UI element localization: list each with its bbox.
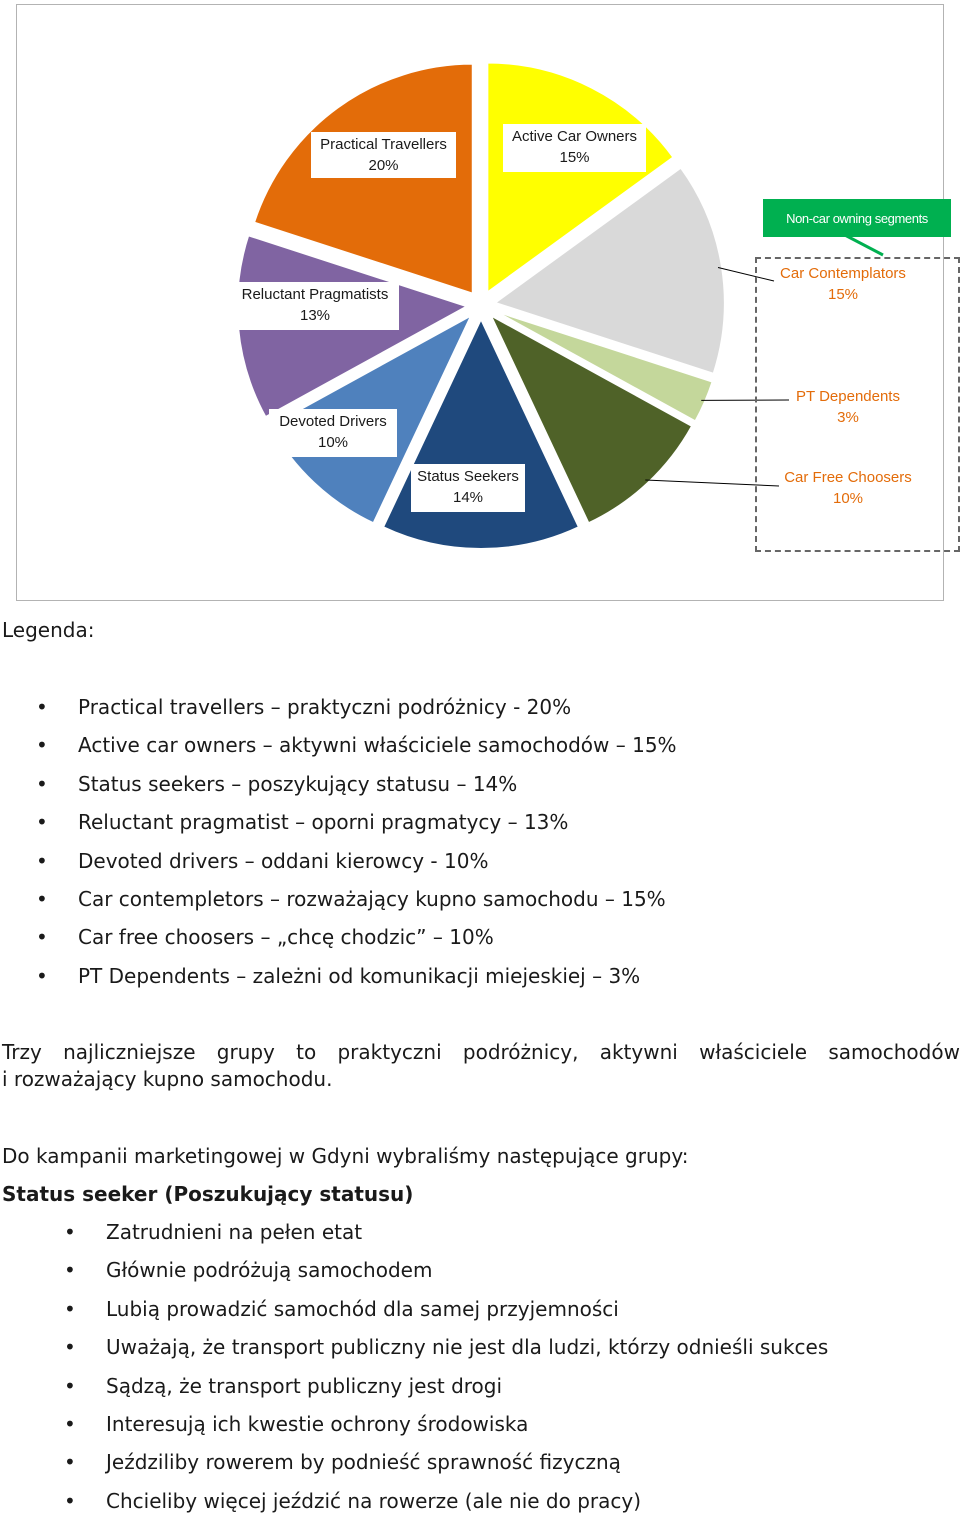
slice-percent: 15% [769, 284, 917, 305]
status-seeker-list [0, 1218, 960, 1525]
legend-item [0, 693, 960, 731]
slice-percent: 20% [311, 155, 456, 176]
slice-name: Practical Travellers [311, 134, 456, 155]
status-item-text: Lubią prowadzić samochód dla samej przyjemności [106, 1295, 619, 1323]
word: aktywni [600, 1039, 678, 1066]
word: samochodów [828, 1039, 960, 1066]
status-item [0, 1372, 960, 1410]
status-item-text: Uważają, że transport publiczny nie jest dla ludzi, którzy odnieśli sukces [106, 1333, 828, 1361]
legend-item [0, 962, 960, 1000]
word: Trzy [2, 1039, 42, 1066]
legend-item [0, 847, 960, 885]
conclusion-paragraph [2, 1039, 960, 1093]
slice-label-status-seekers [411, 464, 525, 512]
legend-item-text: Practical travellers – praktyczni podróżnicy - 20% [78, 693, 571, 721]
bullet-icon: • [64, 1218, 76, 1246]
legend-item-text: Active car owners – aktywni właściciele samochodów – 15% [78, 731, 677, 759]
slice-name: Reluctant Pragmatists [231, 284, 399, 305]
bullet-icon: • [64, 1410, 76, 1438]
word: praktyczni [337, 1039, 441, 1066]
slice-label-active-car-owners [503, 124, 646, 172]
bullet-icon: • [36, 693, 48, 721]
bullet-icon: • [64, 1295, 76, 1323]
slice-label-practical-travellers [311, 132, 456, 178]
non-car-owning-segments-box [763, 199, 951, 237]
legend-item-text: Reluctant pragmatist – oporni pragmatycy – 13% [78, 808, 568, 836]
bullet-icon: • [64, 1448, 76, 1476]
status-item [0, 1295, 960, 1333]
legend-item-text: Devoted drivers – oddani kierowcy - 10% [78, 847, 488, 875]
slice-name: Status Seekers [411, 466, 525, 487]
slice-percent: 10% [774, 488, 922, 509]
legend-item [0, 923, 960, 961]
status-item-text: Jeździliby rowerem by podnieść sprawność fizyczną [106, 1448, 621, 1476]
slice-name: Car Contemplators [769, 263, 917, 284]
bullet-icon: • [36, 808, 48, 836]
campaign-intro: Do kampanii marketingowej w Gdyni wybraliśmy następujące grupy: [2, 1142, 688, 1170]
legend-item-text: Status seekers – poszykujący statusu – 14% [78, 770, 517, 798]
status-item [0, 1218, 960, 1256]
slice-label-car-contemplators [769, 263, 917, 305]
slice-percent: 14% [411, 487, 525, 508]
slice-label-pt-dependents [774, 386, 922, 428]
status-item-text: Sądzą, że transport publiczny jest drogi [106, 1372, 502, 1400]
legend-item [0, 731, 960, 769]
word: to [296, 1039, 316, 1066]
status-item [0, 1256, 960, 1294]
slice-percent: 3% [774, 407, 922, 428]
status-item [0, 1448, 960, 1486]
non-car-owning-segments-label: Non-car owning segments [786, 211, 928, 226]
status-item [0, 1410, 960, 1448]
status-seeker-heading: Status seeker (Poszukujący statusu) [2, 1180, 413, 1208]
legend-item-text: Car free choosers – „chcę chodzic” – 10% [78, 923, 494, 951]
bullet-icon: • [36, 770, 48, 798]
legend-item-text: PT Dependents – zależni od komunikacji miejeskiej – 3% [78, 962, 640, 990]
legend-item-text: Car contempletors – rozważający kupno samochodu – 15% [78, 885, 666, 913]
slice-name: PT Dependents [774, 386, 922, 407]
bullet-icon: • [36, 847, 48, 875]
pie-chart-frame [16, 4, 944, 601]
word: grupy [217, 1039, 275, 1066]
bullet-icon: • [64, 1372, 76, 1400]
conclusion-line-1 [2, 1039, 960, 1066]
bullet-icon: • [64, 1333, 76, 1361]
slice-label-car-free-choosers [774, 467, 922, 509]
status-item [0, 1333, 960, 1371]
bullet-icon: • [36, 885, 48, 913]
slice-name: Active Car Owners [503, 126, 646, 147]
legend-item [0, 808, 960, 846]
slice-name: Devoted Drivers [269, 411, 397, 432]
legend-item [0, 885, 960, 923]
slice-label-devoted-drivers [269, 409, 397, 457]
slice-percent: 13% [231, 305, 399, 326]
slice-label-reluctant-pragmatists [231, 282, 399, 330]
bullet-icon: • [36, 731, 48, 759]
bullet-icon: • [64, 1487, 76, 1515]
legend-item [0, 770, 960, 808]
bullet-icon: • [36, 962, 48, 990]
status-item-text: Zatrudnieni na pełen etat [106, 1218, 362, 1246]
conclusion-line-2: i rozważający kupno samochodu. [2, 1066, 960, 1093]
word: właściciele [699, 1039, 807, 1066]
status-item [0, 1487, 960, 1525]
slice-percent: 15% [503, 147, 646, 168]
legend-title: Legenda: [2, 616, 94, 644]
status-item-text: Chcieliby więcej jeździć na rowerze (ale nie do pracy) [106, 1487, 641, 1515]
slice-percent: 10% [269, 432, 397, 453]
status-item-text: Głównie podróżują samochodem [106, 1256, 432, 1284]
word: najliczniejsze [63, 1039, 195, 1066]
status-item-text: Interesują ich kwestie ochrony środowiska [106, 1410, 528, 1438]
word: podróżnicy, [463, 1039, 579, 1066]
legend-list [0, 693, 960, 1000]
bullet-icon: • [64, 1256, 76, 1284]
bullet-icon: • [36, 923, 48, 951]
slice-name: Car Free Choosers [774, 467, 922, 488]
